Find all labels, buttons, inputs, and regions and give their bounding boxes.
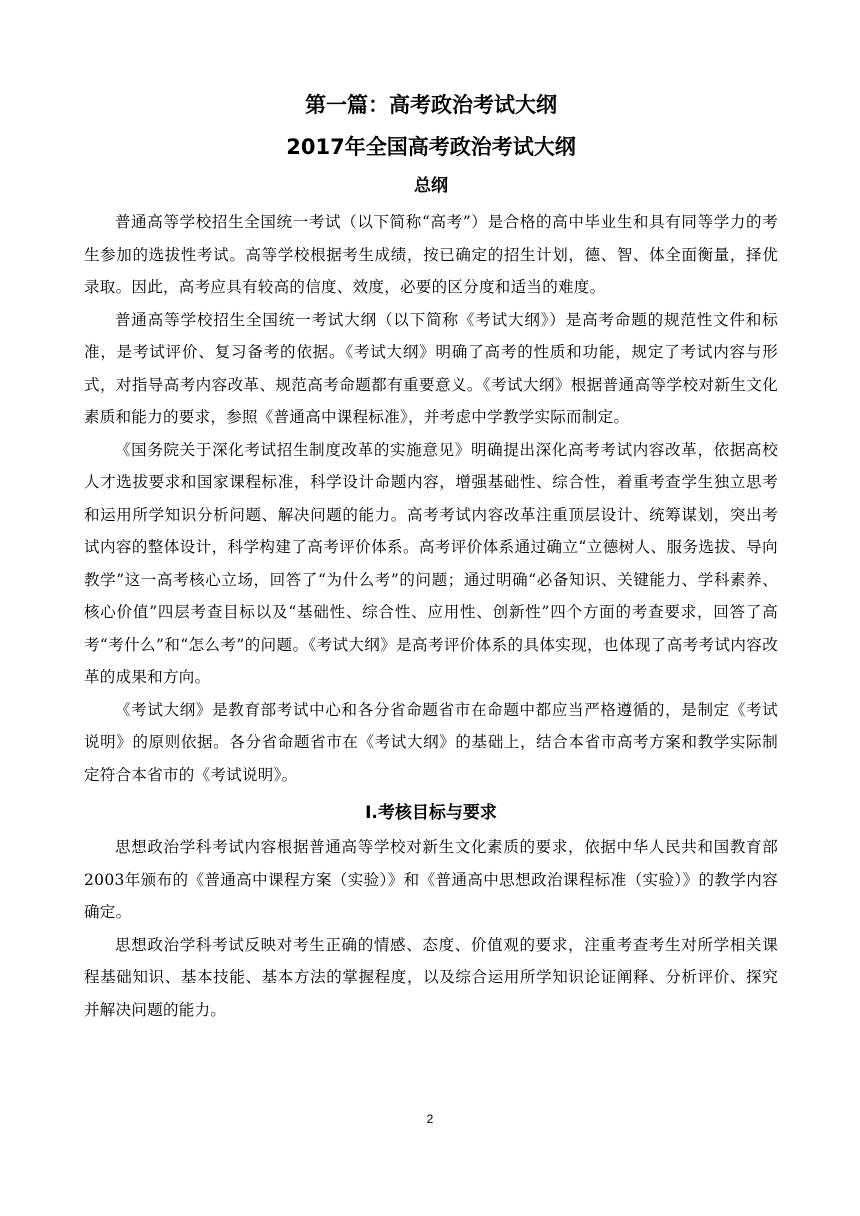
section-paragraph: 思想政治学科考试反映对考生正确的情感、态度、价值观的要求，注重考查考生对所学相关课程基础知识、基本技能、基本方法的掌握程度，以及综合运用所学知识论证阐释、分析评价、探究并解决问题的能力。: [84, 935, 778, 1019]
general-paragraph: 《考试大纲》是教育部考试中心和各分省命题省市在命题中都应当严格遵循的，是制定《考试说明》的原则依据。各分省命题省市在《考试大纲》的基础上，结合本省市高考方案和教学实际制定符合本省市的《考试说明》。: [84, 700, 778, 784]
page-number: 2: [426, 1112, 434, 1126]
section-paragraph: 思想政治学科考试内容根据普通高等学校对新生文化素质的要求，依据中华人民共和国教育部2003年颁布的《普通高中课程方案（实验）》和《普通高中思想政治课程标准（实验）》的教学内容确定。: [84, 838, 778, 921]
document-title: 第一篇：高考政治考试大纲: [305, 93, 557, 117]
document-subtitle: 2017年全国高考政治考试大纲: [286, 135, 576, 159]
general-paragraph: 普通高等学校招生全国统一考试（以下简称“高考”）是合格的高中毕业生和具有同等学力的考生参加的选拔性考试。高等学校根据考生成绩，按已确定的招生计划，德、智、体全面衡量，择优录取。因此，高考应具有较高的信度、效度，必要的区分度和适当的难度。: [84, 213, 778, 296]
general-paragraph: 普通高等学校招生全国统一考试大纲（以下简称《考试大纲》）是高考命题的规范性文件和标准，是考试评价、复习备考的依据。《考试大纲》明确了高考的性质和功能，规定了考试内容与形式，对指导高考内容改革、规范高考命题都有重要意义。《考试大纲》根据普通高等学校对新生文化素质和能力的要求，参照《普通高中课程标准》，并考虑中学教学实际而制定。: [84, 310, 778, 426]
general-heading: 总纲: [414, 176, 448, 196]
section-heading: Ⅰ.考核目标与要求: [365, 803, 497, 823]
general-paragraph: 《国务院关于深化考试招生制度改革的实施意见》明确提出深化高考考试内容改革，依据高校人才选拔要求和国家课程标准，科学设计命题内容，增强基础性、综合性，着重考查学生独立思考和运用所学知识分析问题、解决问题的能力。高考考试内容改革注重顶层设计、统筹谋划，突出考试内容的整体设计，科学构建了高考评价体系。高考评价体系通过确立“立德树人、服务选拔、导向教学”这一高考核心立场，回答了“为什么考”的问题；通过明确“必备知识、关键能力、学科素养、核心价值”四层考查目标以及“基础性、综合性、应用性、创新性”四个方面的考查要求，回答了高考“考什么”和“怎么考”的问题。《考试大纲》是高考评价体系的具体实现，也体现了高考考试内容改革的成果和方向。: [84, 440, 778, 686]
document-body: [84, 84, 778, 1026]
